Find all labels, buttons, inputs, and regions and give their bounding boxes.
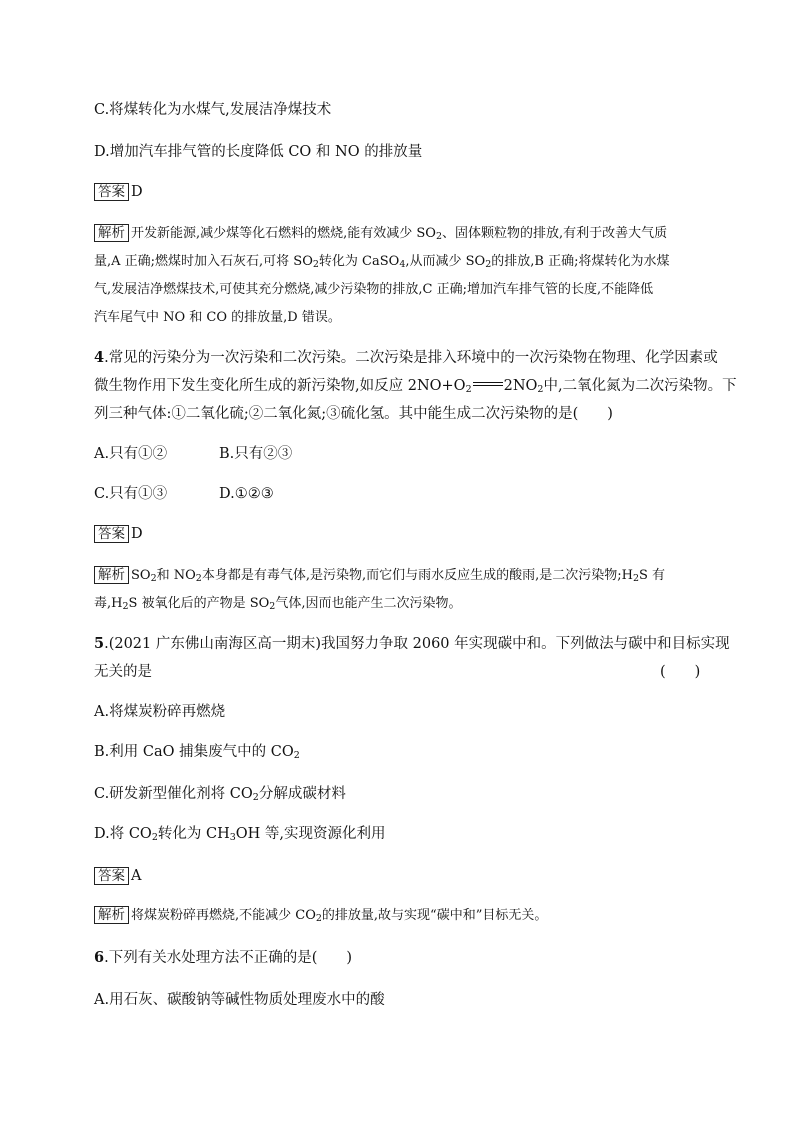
subscript: 2 <box>151 832 158 843</box>
subscript: 2 <box>195 573 202 584</box>
q4-option-b: B.只有②③ <box>219 446 293 462</box>
subscript: 2 <box>435 231 443 242</box>
subscript: 2 <box>252 792 259 803</box>
subscript: 2 <box>150 573 157 584</box>
subscript: 2 <box>269 601 276 612</box>
q3-analysis-line-1 <box>94 224 667 244</box>
q5-option-b <box>94 742 300 762</box>
q6-option-a: A.用石灰、碳酸钠等碱性物质处理废水中的酸 <box>94 992 385 1008</box>
q4-analysis-line-2 <box>94 594 461 614</box>
analysis-text: SO <box>131 568 151 583</box>
question-number: 5 <box>94 635 105 652</box>
subscript: 4 <box>399 259 406 270</box>
question-text: .(2021 广东佛山南海区高一期末)我国努力争取 2060 年实现碳中和。下列做法与碳中和目标实现 <box>104 636 730 652</box>
question-number: 4 <box>94 349 105 366</box>
q3-analysis-line-3: 气,发展洁净燃煤技术,可使其充分燃烧,减少污染物的排放,C 正确;增加汽车排气管的长度,不能降低 <box>94 282 654 297</box>
answer-value: D <box>131 526 143 542</box>
subscript: 2 <box>315 913 322 924</box>
question-text: 微生物作用下发生变化所生成的新污染物,如反应 2NO+O <box>94 378 466 394</box>
answer-value: D <box>131 184 143 200</box>
subscript: 2 <box>485 259 492 270</box>
q4-option-a: A.只有①② <box>94 446 168 462</box>
option-text: D.将 CO <box>94 826 152 842</box>
answer-tag: 答案 <box>94 867 129 885</box>
subscript: 2 <box>122 601 129 612</box>
analysis-text: S 被氧化后的产物是 SO <box>128 596 270 611</box>
subscript: 2 <box>632 573 640 584</box>
analysis-text: 量,A 正确;燃煤时加入石灰石,可将 SO <box>94 254 313 269</box>
analysis-text: 的排放,B 正确;将煤转化为水煤 <box>491 254 670 269</box>
analysis-text: ,从而减少 SO <box>405 254 486 269</box>
answer-tag: 答案 <box>94 183 129 201</box>
analysis-text: 和 NO <box>156 568 196 583</box>
analysis-tag: 解析 <box>94 906 129 924</box>
analysis-tag: 解析 <box>94 566 129 584</box>
subscript: 2 <box>537 384 544 395</box>
analysis-text: 转化为 CaSO <box>318 254 400 269</box>
question-text: .常见的污染分为一次污染和二次污染。二次污染是排入环境中的一次污染物在物理、化学因素或 <box>104 350 718 366</box>
q3-option-d: D.增加汽车排气管的长度降低 CO 和 NO 的排放量 <box>94 144 423 160</box>
question-number: 6 <box>94 949 105 966</box>
analysis-text: 本身都是有毒气体,是污染物,而它们与雨水反应生成的酸雨,是二次污染物;H <box>201 568 633 583</box>
option-text: C.研发新型催化剂将 CO <box>94 786 253 802</box>
analysis-text: 将煤炭粉碎再燃烧,不能减少 CO <box>131 908 316 923</box>
q5-option-d <box>94 824 386 844</box>
option-text: OH 等,实现资源化利用 <box>235 826 386 842</box>
option-text: 分解成碳材料 <box>258 786 346 802</box>
q5-analysis-line-1 <box>94 906 547 926</box>
analysis-text: 、固体颗粒物的排放,有利于改善大气质 <box>442 226 668 241</box>
q5-option-a: A.将煤炭粉碎再燃烧 <box>94 704 226 720</box>
analysis-tag: 解析 <box>94 224 129 242</box>
subscript: 2 <box>293 750 300 761</box>
option-text: 转化为 CH <box>157 826 230 842</box>
q3-answer <box>94 182 143 202</box>
subscript: 2 <box>465 384 472 395</box>
analysis-text: 气体,因而也能产生二次污染物。 <box>275 596 462 611</box>
q4-answer <box>94 524 143 544</box>
q3-analysis-line-4: 汽车尾气中 NO 和 CO 的排放量,D 错误。 <box>94 310 341 325</box>
q4-option-d: D.①②③ <box>219 486 274 502</box>
answer-tag: 答案 <box>94 525 129 543</box>
q3-analysis-line-2 <box>94 252 669 272</box>
q4-analysis-line-1 <box>94 566 665 586</box>
analysis-text: S 有 <box>639 568 666 583</box>
q4-stem-line-1 <box>94 348 718 368</box>
q5-answer-paren: ( ) <box>660 664 701 680</box>
q4-option-c: C.只有①③ <box>94 486 168 502</box>
q6-stem <box>94 948 352 968</box>
analysis-text: 开发新能源,减少煤等化石燃料的燃烧,能有效减少 SO <box>131 226 436 241</box>
question-text: 中,二氧化氮为二次污染物。下 <box>543 378 737 394</box>
q4-stem-line-3: 列三种气体:①二氧化硫;②二氧化氮;③硫化氢。其中能生成二次污染物的是( ) <box>94 406 613 422</box>
q5-option-c <box>94 784 346 804</box>
subscript: 2 <box>312 259 319 270</box>
question-text: 2NO <box>503 378 538 394</box>
question-text: .下列有关水处理方法不正确的是( ) <box>104 950 353 966</box>
q4-stem-line-2 <box>94 376 737 396</box>
equals-sign <box>473 382 503 386</box>
q5-stem-line-1 <box>94 634 730 654</box>
q5-answer <box>94 866 141 886</box>
analysis-text: 毒,H <box>94 596 123 611</box>
q3-option-c: C.将煤转化为水煤气,发展洁净煤技术 <box>94 102 332 118</box>
analysis-text: 的排放量,故与实现“碳中和”目标无关。 <box>321 908 548 923</box>
q5-stem-line-2: 无关的是 <box>94 664 152 680</box>
subscript: 3 <box>229 832 236 843</box>
option-text: B.利用 CaO 捕集废气中的 CO <box>94 744 294 760</box>
answer-value: A <box>131 868 142 884</box>
